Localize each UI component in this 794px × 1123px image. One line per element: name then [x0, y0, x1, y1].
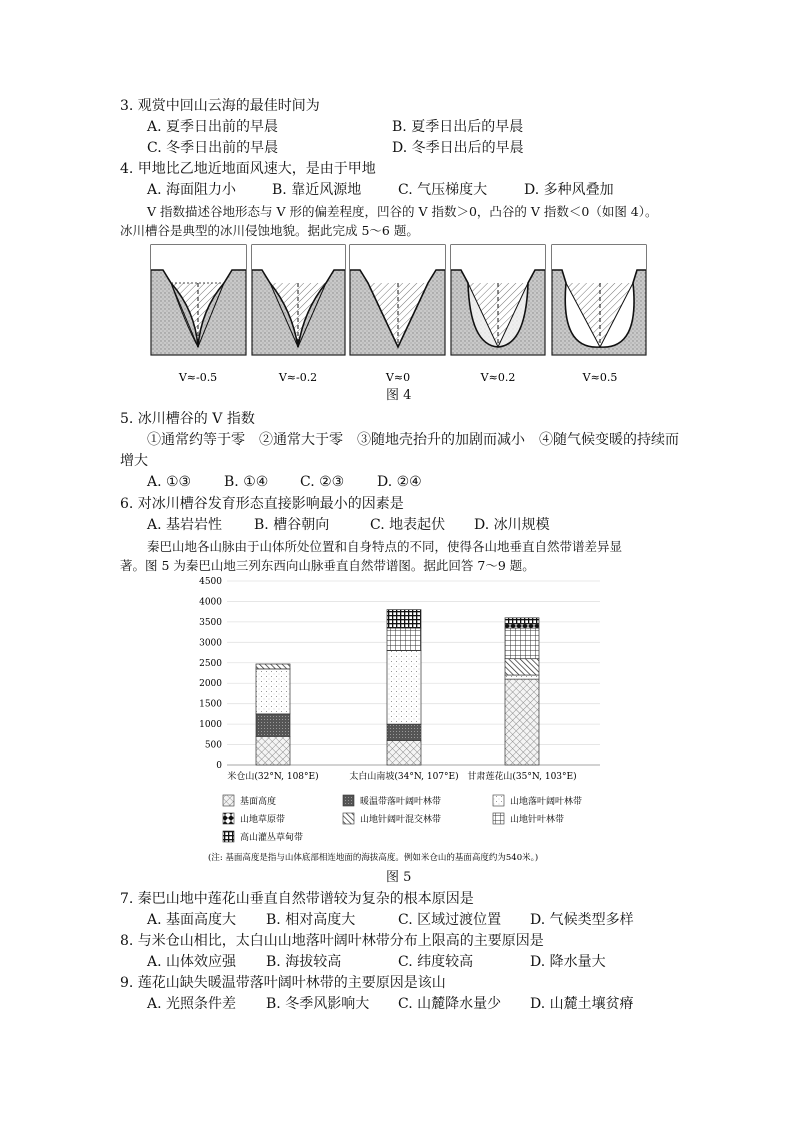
q5-stem: 5. 冰川槽谷的 V 指数 — [120, 411, 255, 427]
q5-option-c: C. ②③ — [300, 474, 345, 490]
y-tick-label: 0 — [216, 761, 222, 771]
intro-56-line1: V 指数描述谷地形态与 V 形的偏差程度，凹谷的 V 指数＞0，凸谷的 V 指数＜0（如图 4）。 — [147, 204, 658, 219]
y-tick-label: 1500 — [199, 699, 222, 710]
q9-option-d: D. 山麓土壤贫瘠 — [530, 996, 634, 1012]
y-tick-label: 4500 — [199, 577, 222, 587]
q6-option-a: A. 基岩岩性 — [147, 517, 223, 533]
q5-option-d: D. ②④ — [377, 474, 422, 490]
intro-79-line2: 著。图 5 为秦巴山地三列东西向山脉垂直自然带谱图。据此回答 7～9 题。 — [120, 558, 535, 573]
q6-option-d: D. 冰川规模 — [474, 517, 550, 533]
bar-segment — [505, 618, 539, 624]
q3-option-b: B. 夏季日出后的早晨 — [392, 119, 524, 135]
legend-swatch-alpine — [223, 831, 234, 842]
x-category-label: 甘肃莲花山(35°N, 103°E) — [467, 772, 577, 782]
bar-segment — [505, 624, 539, 628]
q7-option-a: A. 基面高度大 — [147, 912, 237, 928]
legend-swatch-conifer — [493, 813, 504, 824]
bar-segment — [505, 659, 539, 675]
chart-note: (注: 基面高度是指与山体底部相连地面的海拔高度。例如米仓山的基面高度约为540米。) — [208, 853, 539, 863]
valley-panel-1 — [151, 245, 246, 355]
q8-option-d: D. 降水量大 — [530, 954, 606, 970]
intro-56-line2: 冰川槽谷是典型的冰川侵蚀地貌。据此完成 5～6 题。 — [120, 223, 419, 238]
legend-label-alpine: 高山灌丛草甸带 — [240, 833, 304, 843]
y-tick-label: 2000 — [199, 679, 222, 690]
q7-stem: 7. 秦巴山地中莲花山垂直自然带谱较为复杂的根本原因是 — [120, 891, 474, 907]
fig4-label-5: V≈0.5 — [582, 371, 618, 384]
fig4-label-4: V≈0.2 — [480, 371, 516, 384]
bar-segment — [256, 669, 290, 714]
q6-stem: 6. 对冰川槽谷发育形态直接影响最小的因素是 — [120, 496, 404, 512]
legend-swatch-steppe — [223, 813, 234, 824]
legend-swatch-deciduous — [493, 795, 504, 806]
valley-panel-2 — [252, 245, 345, 355]
bar-segment — [387, 628, 421, 650]
chart-y-ticks — [199, 577, 222, 771]
legend-label-steppe: 山地草原带 — [240, 815, 286, 825]
q7-option-c: C. 区域过渡位置 — [398, 912, 502, 928]
q9-option-a: A. 光照条件差 — [147, 996, 237, 1012]
bar-segment — [505, 628, 539, 659]
chart-legend — [223, 795, 582, 843]
legend-label-warm: 暖温带落叶阔叶林带 — [360, 797, 442, 807]
q5-items-line1: ①通常约等于零 ②通常大于零 ③随地壳抬升的加剧而减小 ④随气候变暖的持续而 — [147, 432, 679, 448]
q9-option-b: B. 冬季风影响大 — [266, 996, 370, 1012]
bar-segment — [387, 610, 421, 628]
fig5-caption: 图 5 — [386, 870, 412, 885]
y-tick-label: 2500 — [199, 658, 222, 669]
chart-x-labels — [227, 770, 576, 782]
valley-panel-4 — [451, 245, 545, 355]
q8-option-b: B. 海拔较高 — [266, 954, 342, 970]
y-tick-label: 1000 — [199, 720, 222, 731]
q3-option-a: A. 夏季日出前的早晨 — [147, 119, 279, 135]
q8-option-a: A. 山体效应强 — [147, 954, 237, 970]
q3-stem: 3. 观赏中回山云海的最佳时间为 — [120, 98, 320, 114]
q4-option-c: C. 气压梯度大 — [398, 182, 488, 198]
q3-option-c: C. 冬季日出前的早晨 — [147, 140, 279, 156]
q4-option-b: B. 靠近风源地 — [272, 182, 362, 198]
intro-79-line1: 秦巴山地各山脉由于山体所处位置和自身特点的不同，使得各山地垂直自然带谱差异显 — [147, 539, 623, 554]
q6-option-b: B. 槽谷朝向 — [254, 517, 330, 533]
q4-option-a: A. 海面阻力小 — [147, 182, 237, 198]
q4-stem: 4. 甲地比乙地近地面风速大，是由于甲地 — [120, 161, 376, 177]
bar-segment — [505, 675, 539, 679]
legend-swatch-base — [223, 795, 234, 806]
valley-panel-5 — [552, 245, 646, 355]
figure-4-valley-shapes — [0, 240, 794, 400]
legend-label-conifer: 山地针叶林带 — [510, 815, 565, 825]
legend-swatch-warm — [343, 795, 354, 806]
legend-label-deciduous: 山地落叶阔叶林带 — [510, 797, 583, 807]
valley-panel-3 — [350, 245, 445, 355]
q7-option-d: D. 气候类型多样 — [530, 912, 634, 928]
bar-segment — [387, 651, 421, 725]
figure-5-chart — [0, 575, 794, 875]
bar-segment — [256, 664, 290, 669]
fig4-caption: 图 4 — [386, 388, 412, 403]
q7-option-b: B. 相对高度大 — [266, 912, 356, 928]
bar-segment — [256, 736, 290, 765]
bar-segment — [387, 740, 421, 765]
q4-option-d: D. 多种风叠加 — [524, 182, 614, 198]
y-tick-label: 3500 — [199, 617, 222, 628]
x-category-label: 太白山南坡(34°N, 107°E) — [349, 772, 459, 782]
y-tick-label: 3000 — [199, 638, 222, 649]
legend-swatch-mixed — [343, 813, 354, 824]
q8-stem: 8. 与米仓山相比，太白山山地落叶阔叶林带分布上限高的主要原因是 — [120, 933, 544, 949]
bar-segment — [505, 679, 539, 765]
q5-option-a: A. ①③ — [147, 474, 192, 490]
bar-segment — [387, 724, 421, 740]
q9-stem: 9. 莲花山缺失暖温带落叶阔叶林带的主要原因是该山 — [120, 975, 446, 991]
y-tick-label: 4000 — [199, 597, 222, 608]
fig4-label-2: V≈-0.2 — [278, 371, 318, 384]
fig4-label-1: V≈-0.5 — [178, 371, 218, 384]
legend-label-base: 基面高度 — [240, 797, 277, 807]
q5-option-b: B. ①④ — [224, 474, 269, 490]
bar-segment — [256, 714, 290, 736]
x-category-label: 米仓山(32°N, 108°E) — [227, 772, 319, 782]
fig4-label-3: V≈0 — [385, 371, 411, 384]
y-tick-label: 500 — [204, 740, 222, 751]
legend-label-mixed: 山地针阔叶混交林带 — [360, 815, 442, 825]
q3-option-d: D. 冬季日出后的早晨 — [392, 140, 524, 156]
chart-bars — [256, 610, 539, 765]
q6-option-c: C. 地表起伏 — [370, 517, 446, 533]
q5-items-line2: 增大 — [120, 453, 148, 469]
q8-option-c: C. 纬度较高 — [398, 954, 474, 970]
q9-option-c: C. 山麓降水量少 — [398, 996, 502, 1012]
